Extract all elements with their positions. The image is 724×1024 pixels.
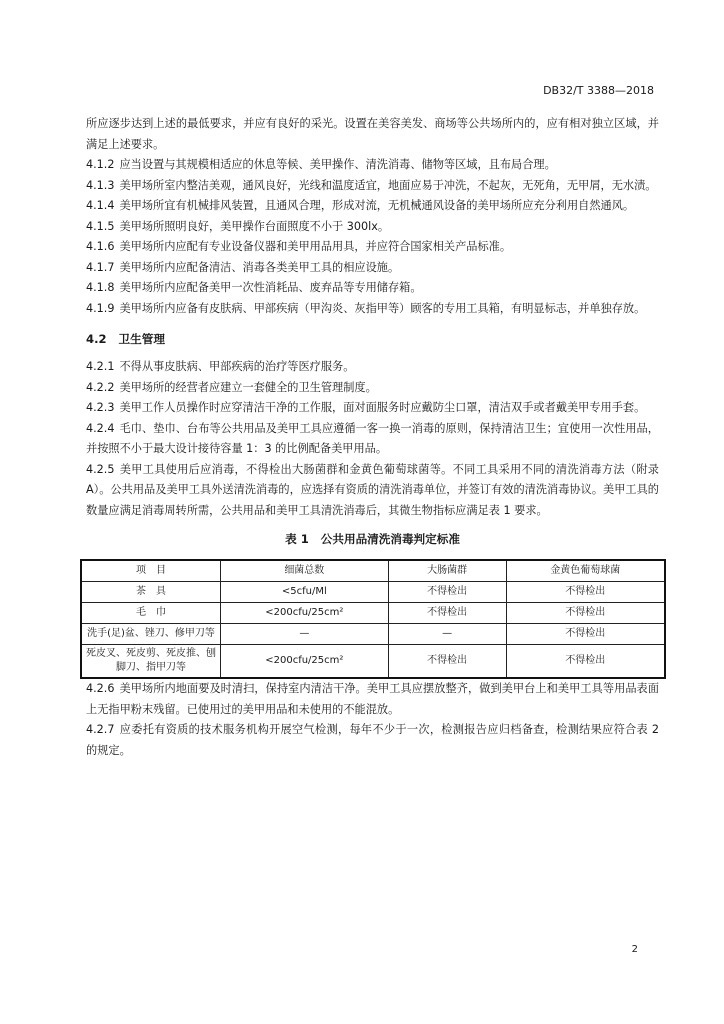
clause-number: 4.1.4 — [86, 199, 115, 212]
clause-4-1-5 — [86, 217, 659, 238]
clause-4-1-3 — [86, 176, 659, 197]
clause-4-2-3 — [86, 398, 659, 419]
table-caption — [86, 529, 659, 549]
clause-4-1-2 — [86, 155, 659, 176]
paragraphs-mid — [86, 357, 659, 521]
cell-coliform: 不得检出 — [388, 582, 506, 603]
clause-text: 美甲工具使用后应消毒，不得检出大肠菌群和金黄色葡萄球菌等。不同工具采用不同的清洗消毒方法（附录 A）。公共用品及美甲工具外送清洗消毒的，应选择有资质的清洗消毒单位，并签订有效的清洗消毒协议。美甲工具的数量应满足消毒周转所需，公共用品和美甲工具清洗消毒后，其微生物指标应满足表 1 要求。 — [86, 462, 659, 517]
clause-4-1-6 — [86, 237, 659, 258]
section-number: 4.2 — [86, 332, 107, 346]
cell-coliform: — — [388, 624, 506, 645]
cell-coliform: 不得检出 — [388, 645, 506, 679]
cell-item: 茶 具 — [81, 582, 220, 603]
paragraph — [86, 114, 659, 155]
table-row — [81, 582, 665, 603]
clause-text: 美甲场所内应配备清洁、消毒各类美甲工具的相应设施。 — [119, 260, 400, 274]
clause-number: 4.2.2 — [86, 380, 115, 394]
clause-number: 4.2.5 — [86, 462, 115, 476]
clause-text: 美甲工作人员操作时应穿清洁干净的工作服，面对面服务时应戴防尘口罩，清洁双手或者戴美甲专用手套。 — [119, 401, 646, 414]
table-title: 公共用品清洗消毒判定标准 — [320, 532, 460, 546]
cell-staph: 不得检出 — [506, 645, 665, 679]
clause-text: 应当设置与其规模相适应的休息等候、美甲操作、清洗消毒、储物等区域，且布局合理。 — [119, 158, 556, 171]
clause-text: 毛巾、垫巾、台布等公共用品及美甲工具应遵循一客一换一消毒的原则，保持清洁卫生；宜使用一次性用品，并按照不小于最大设计接待容量 1：3 的比例配备美甲用品。 — [86, 421, 659, 455]
cell-staph: 不得检出 — [506, 603, 665, 624]
cell-bacteria: — — [220, 624, 388, 645]
disinfection-standard-table — [80, 559, 666, 679]
clause-4-2-7 — [86, 720, 659, 761]
cell-coliform: 不得检出 — [388, 603, 506, 624]
clause-4-2-4 — [86, 419, 659, 460]
table-row — [81, 603, 665, 624]
header-item: 项 目 — [81, 560, 220, 582]
clause-4-1-8 — [86, 278, 659, 299]
paragraphs-top — [86, 114, 659, 319]
cell-staph: 不得检出 — [506, 582, 665, 603]
clause-4-1-7 — [86, 258, 659, 279]
header-coliform: 大肠菌群 — [388, 560, 506, 582]
standard-code: DB32/T 3388—2018 — [543, 84, 654, 97]
cell-bacteria: <200cfu/25cm² — [220, 645, 388, 679]
clause-number: 4.2.1 — [86, 360, 115, 373]
cell-item: 死皮叉、死皮剪、死皮推、刨脚刀、指甲刀等 — [81, 645, 220, 679]
clause-number: 4.2.6 — [86, 682, 115, 695]
clause-number: 4.1.7 — [86, 260, 115, 274]
clause-text: 美甲场所室内整洁美观，通风良好，光线和温度适宜，地面应易于冲洗，不起灰，无死角，无甲屑，无水渍。 — [119, 178, 657, 192]
clause-4-2-5 — [86, 460, 659, 522]
clause-number: 4.2.7 — [86, 723, 115, 736]
table-row — [81, 645, 665, 679]
paragraphs-bottom — [86, 679, 659, 761]
cell-staph: 不得检出 — [506, 624, 665, 645]
clause-4-2-2 — [86, 378, 659, 399]
clause-text: 美甲场所内应备有皮肤病、甲部疾病（甲沟炎、灰指甲等）顾客的专用工具箱，有明显标志，并单独存放。 — [119, 301, 646, 315]
table-number: 表 1 — [285, 532, 309, 546]
table-row — [81, 624, 665, 645]
page-number: 2 — [631, 944, 638, 955]
clause-number: 4.2.4 — [86, 421, 115, 435]
clause-number: 4.1.8 — [86, 281, 115, 294]
clause-number: 4.1.6 — [86, 240, 115, 253]
document-body — [86, 114, 659, 761]
clause-text: 美甲场所内应配备美甲一次性消耗品、废弃品等专用储存箱。 — [119, 281, 422, 294]
cell-bacteria: <5cfu/Ml — [220, 582, 388, 603]
header-bacteria: 细菌总数 — [220, 560, 388, 582]
clause-text: 美甲场所的经营者应建立一套健全的卫生管理制度。 — [119, 380, 377, 394]
clause-number: 4.1.2 — [86, 158, 115, 171]
clause-text: 不得从事皮肤病、甲部疾病的治疗等医疗服务。 — [119, 360, 355, 373]
header-staph: 金黄色葡萄球菌 — [506, 560, 665, 582]
cell-item: 毛 巾 — [81, 603, 220, 624]
paragraph-text: 所应逐步达到上述的最低要求，并应有良好的采光。设置在美容美发、商场等公共场所内的，应有相对独立区域，并满足上述要求。 — [86, 117, 659, 151]
clause-4-1-4 — [86, 196, 659, 217]
cell-bacteria: <200cfu/25cm² — [220, 603, 388, 624]
clause-text: 美甲场所内应配有专业设备仪器和美甲用品用具，并应符合国家相关产品标准。 — [119, 240, 512, 253]
table-header-row — [81, 560, 665, 582]
cell-item: 洗手(足)盆、锉刀、修甲刀等 — [81, 624, 220, 645]
clause-text: 美甲场所内地面要及时清扫，保持室内清洁干净。美甲工具应摆放整齐，做到美甲台上和美甲工具等用品表面上无指甲粉末残留。已使用过的美甲用品和未使用的不能混放。 — [86, 682, 659, 716]
section-title: 卫生管理 — [118, 332, 165, 346]
clause-number: 4.1.5 — [86, 219, 115, 233]
clause-4-1-9 — [86, 299, 659, 320]
clause-number: 4.2.3 — [86, 401, 115, 414]
clause-4-2-6 — [86, 679, 659, 720]
clause-text: 美甲场所宜有机械排风装置，且通风合理，形成对流，无机械通风设备的美甲场所应充分利用自然通风。 — [119, 199, 635, 212]
clause-number: 4.1.9 — [86, 301, 115, 315]
clause-number: 4.1.3 — [86, 178, 115, 192]
section-heading — [86, 329, 659, 349]
clause-4-2-1 — [86, 357, 659, 378]
clause-text: 应委托有资质的技术服务机构开展空气检测，每年不少于一次，检测报告应归档备查，检测结果应符合表 2 的规定。 — [86, 723, 659, 757]
clause-text: 美甲场所照明良好，美甲操作台面照度不小于 300lx。 — [119, 219, 390, 233]
